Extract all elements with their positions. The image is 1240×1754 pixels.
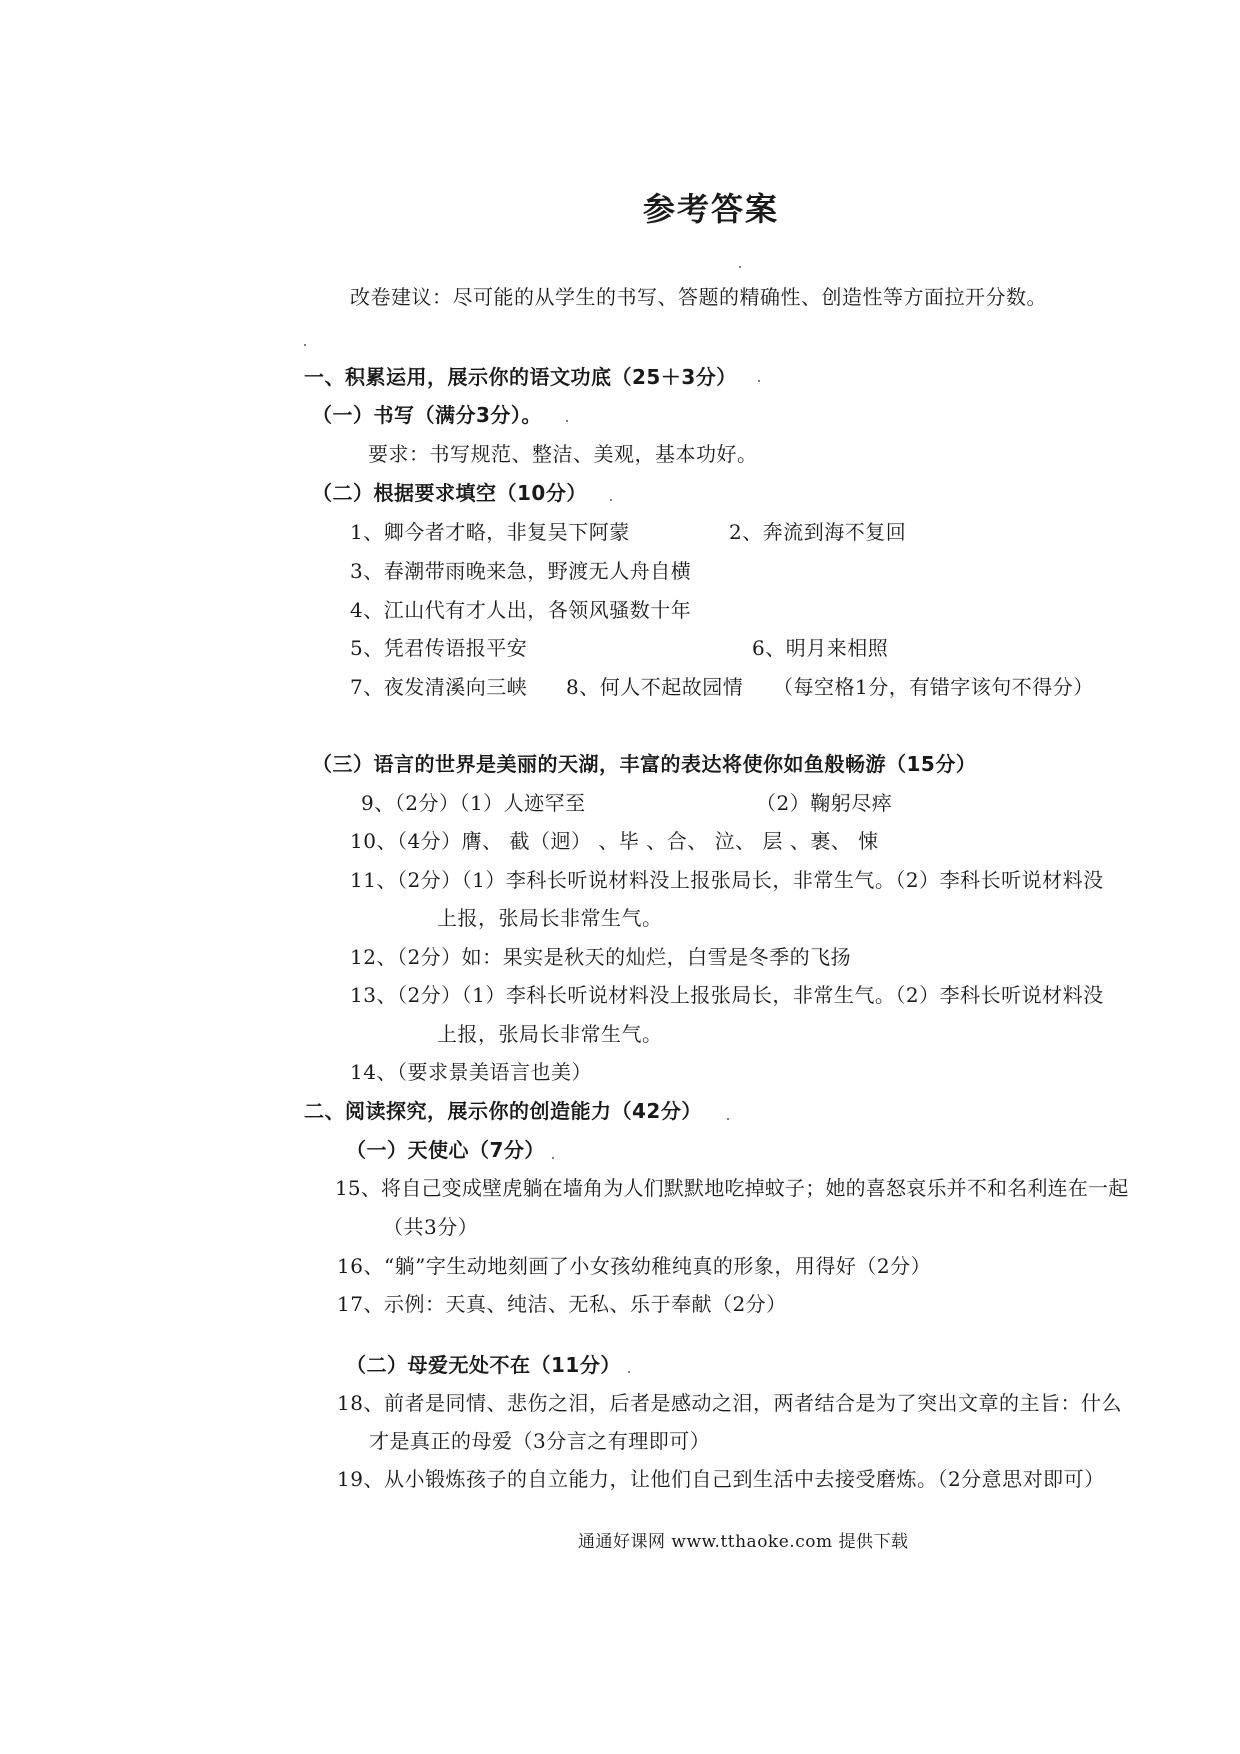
part2-heading: 二、阅读探究，展示你的创造能力（42分） (304, 1099, 702, 1123)
scan-speck (758, 380, 760, 382)
part1-sec1-body: 要求：书写规范、整洁、美观，基本功好。 (368, 442, 758, 466)
fill-item-3: 3、春潮带雨晚来急，野渡无人舟自横 (350, 559, 692, 583)
part1-sec3-heading: （三）语言的世界是美丽的天湖，丰富的表达将使你如鱼般畅游（15分） (312, 752, 977, 776)
q10: 10、（4分）膺、 截（迥） 、毕 、合、 泣、 层 、裹、 悚 (350, 829, 879, 853)
q11-line1: 11、（2分）（1）李科长听说材料没上报张局长，非常生气。（2）李科长听说材料没 (350, 868, 1104, 892)
fill-item-5: 5、凭君传语报平安 (350, 636, 528, 660)
scan-speck (304, 344, 306, 346)
page-title: 参考答案 (643, 190, 780, 228)
fill-item-2: 2、奔流到海不复回 (729, 520, 907, 544)
part2-sec2-heading: （二）母爱无处不在（11分） (346, 1353, 621, 1377)
q17: 17、示例：天真、纯洁、无私、乐于奉献（2分） (337, 1292, 787, 1316)
scan-speck (727, 1118, 729, 1120)
q9-part2: （2）鞠躬尽瘁 (756, 791, 893, 815)
fill-item-6: 6、明月来相照 (752, 636, 889, 660)
grading-note: 改卷建议：尽可能的从学生的书写、答题的精确性、创造性等方面拉开分数。 (350, 285, 1047, 309)
q18-line1: 18、前者是同情、悲伤之泪，后者是感动之泪，两者结合是为了突出文章的主旨：什么 (337, 1391, 1122, 1415)
part2-sec1-heading: （一）天使心（7分） (346, 1138, 545, 1162)
q18-line2: 才是真正的母爱（3分言之有理即可） (369, 1429, 711, 1453)
fill-item-7: 7、夜发清溪向三峡 (350, 675, 528, 699)
scan-speck (739, 266, 741, 268)
q19: 19、从小锻炼孩子的自立能力，让他们自己到生活中去接受磨炼。（2分意思对即可） (337, 1467, 1105, 1491)
q13-line1: 13、（2分）（1）李科长听说材料没上报张局长，非常生气。（2）李科长听说材料没 (350, 983, 1104, 1007)
footer-source: 通通好课网 www.tthaoke.com 提供下载 (578, 1532, 909, 1552)
q15-line2: （共3分） (383, 1215, 479, 1239)
part1-sec1-heading: （一）书写（满分3分）。 (312, 403, 542, 427)
part1-sec2-heading: （二）根据要求填空（10分） (312, 481, 587, 505)
fill-item-4: 4、江山代有才人出，各领风骚数十年 (350, 598, 692, 622)
scan-speck (628, 1371, 630, 1373)
q12: 12、（2分）如：果实是秋天的灿烂，白雪是冬季的飞扬 (350, 945, 852, 969)
q15-line1: 15、将自己变成壁虎躺在墙角为人们默默地吃掉蚊子；她的喜怒哀乐并不和名利连在一起 (335, 1176, 1129, 1200)
scan-speck (566, 420, 568, 422)
fill-item-8: 8、何人不起故园情 (566, 675, 744, 699)
scan-speck (610, 499, 612, 501)
q9-part1: 9、（2分）（1）人迹罕至 (361, 791, 586, 815)
fill-scoring-note: （每空格1分，有错字该句不得分） (773, 675, 1094, 699)
q13-line2: 上报，张局长非常生气。 (437, 1022, 663, 1046)
q14: 14、（要求景美语言也美） (350, 1060, 592, 1084)
scan-speck (552, 1157, 554, 1159)
part1-heading: 一、积累运用，展示你的语文功底（25＋3分） (304, 365, 737, 389)
fill-item-1: 1、卿今者才略，非复吴下阿蒙 (350, 520, 630, 544)
q11-line2: 上报，张局长非常生气。 (437, 906, 663, 930)
q16: 16、“躺”字生动地刻画了小女孩幼稚纯真的形象，用得好（2分） (337, 1254, 932, 1278)
